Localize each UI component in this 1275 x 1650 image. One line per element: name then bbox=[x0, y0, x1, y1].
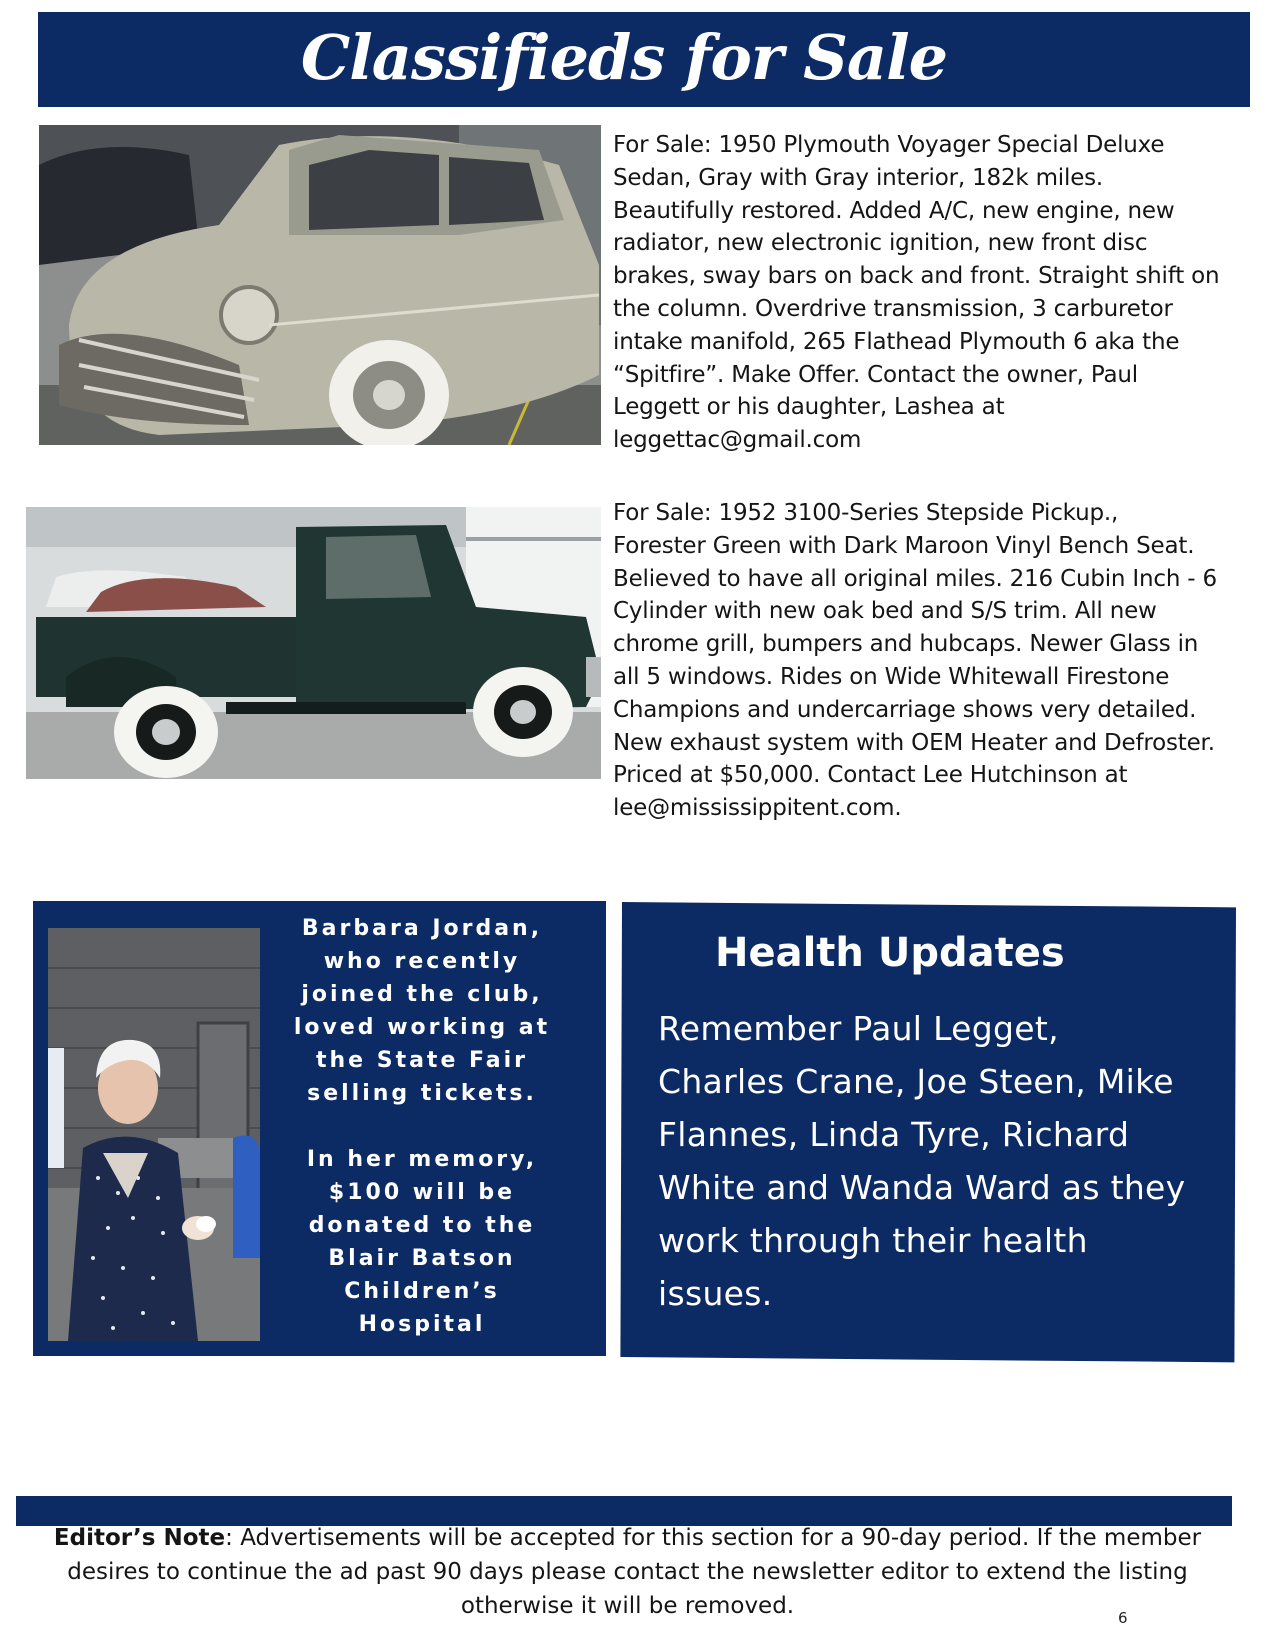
editors-note bbox=[20, 1521, 1235, 1623]
memorial-text: Barbara Jordan, who recently joined the club, loved working at the State Fair selling tickets. In her memory, $100 will be donated to the Blair Batson Children’s Hospital bbox=[293, 916, 551, 1337]
page-title: Classifieds for Sale bbox=[300, 21, 948, 94]
pickup-ad-text: For Sale: 1952 3100-Series Stepside Pickup., Forester Green with Dark Maroon Vinyl Bench Seat. Believed to have all original miles. 216 Cubin Inch - 6 Cylinder with new oak bed and S/S trim. All new chrome grill, bumpers and hubcaps. Newer Glass in all 5 windows. Rides on Wide Whitewall Firestone Champions and undercarriage shows very detailed. New exhaust system with OEM Heater and Defroster. Priced at $50,000. Contact Lee Hutchinson at lee@mississippitent.com. bbox=[613, 500, 1217, 822]
plymouth-ad-text: For Sale: 1950 Plymouth Voyager Special Deluxe Sedan, Gray with Gray interior, 182k miles. Beautifully restored. Added A/C, new engine, new radiator, new electronic ignition, new front disc brakes, sway bars on back and front. Straight shift on the column. Overdrive transmission, 3 carburetor intake manifold, 265 Flathead Plymouth 6 aka the “Spitfire”. Make Offer. Contact the owner, Paul Leggett or his daughter, Lashea at leggettac@gmail.com bbox=[613, 132, 1220, 454]
health-updates-title: Health Updates bbox=[715, 930, 1065, 976]
editors-note-text: : Advertisements will be accepted for this section for a 90-day period. If the member desires to continue the ad past 90 days please contact the newsletter editor to extend the listing otherwise it will be removed. bbox=[67, 1525, 1202, 1619]
barbara-jordan-photo bbox=[48, 928, 260, 1341]
pickup-truck-photo bbox=[26, 507, 601, 779]
header-banner bbox=[38, 12, 1250, 107]
health-updates-body: Remember Paul Legget, Charles Crane, Joe Steen, Mike Flannes, Linda Tyre, Richard White and Wanda Ward as they work through their health issues. bbox=[658, 1009, 1186, 1313]
page-number: 6 bbox=[1118, 1609, 1128, 1627]
editors-note-label: Editor’s Note bbox=[53, 1525, 226, 1551]
plymouth-sedan-photo bbox=[39, 125, 601, 445]
